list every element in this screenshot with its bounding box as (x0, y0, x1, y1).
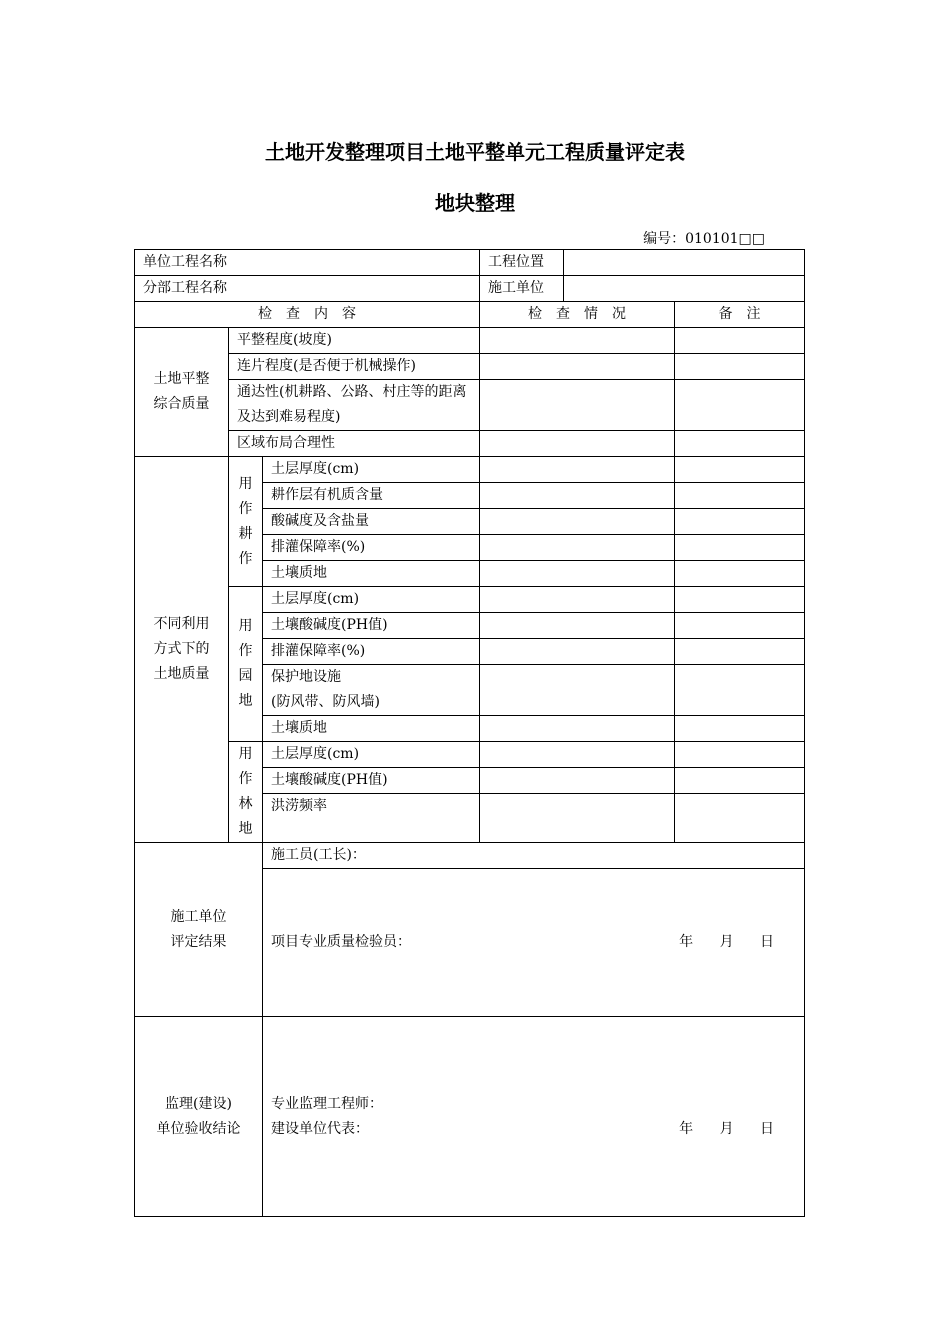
status-cell[interactable] (480, 587, 675, 613)
quality-evaluation-form (134, 249, 805, 1217)
document-number: 编号：010101□□ (643, 231, 765, 247)
construction-eval-label: 施工单位 评定结果 (135, 843, 263, 1017)
remark-cell[interactable] (675, 561, 805, 587)
year-label: 年 (679, 1120, 694, 1137)
construction-unit-label: 施工单位 (480, 276, 564, 302)
status-cell[interactable] (480, 742, 675, 768)
remark-cell[interactable] (675, 483, 805, 509)
remark-cell[interactable] (675, 380, 805, 431)
item-label: 土层厚度(cm) (263, 587, 480, 613)
item-label: 连片程度(是否便于机械操作) (229, 354, 480, 380)
remark-cell[interactable] (675, 457, 805, 483)
item-label: 区域布局合理性 (229, 431, 480, 457)
item-label: 土壤酸碱度(PH值) (263, 613, 480, 639)
item-label: 土壤质地 (263, 716, 480, 742)
status-cell[interactable] (480, 561, 675, 587)
month-label: 月 (719, 1120, 734, 1137)
remark-cell[interactable] (675, 509, 805, 535)
unit-project-label: 单位工程名称 (135, 250, 480, 276)
item-label: 酸碱度及含盐量 (263, 509, 480, 535)
item-label: 耕作层有机质含量 (263, 483, 480, 509)
status-cell[interactable] (480, 768, 675, 794)
project-location-label: 工程位置 (480, 250, 564, 276)
garden-label: 用 作 园 地 (229, 587, 263, 742)
status-cell[interactable] (480, 509, 675, 535)
supervision-date (657, 1117, 796, 1142)
remark-cell[interactable] (675, 354, 805, 380)
item-label: 土壤酸碱度(PH值) (263, 768, 480, 794)
remark-cell[interactable] (675, 639, 805, 665)
year-label: 年 (679, 934, 694, 950)
status-cell[interactable] (480, 639, 675, 665)
item-label: 排灌保障率(%) (263, 639, 480, 665)
remark-cell[interactable] (675, 768, 805, 794)
section1-label: 土地平整 综合质量 (135, 328, 229, 457)
item-label: 通达性(机耕路、公路、村庄等的距离及达到难易程度) (229, 380, 480, 431)
inspector-signature-cell[interactable] (263, 869, 805, 1017)
section2-label: 不同利用 方式下的 土地质量 (135, 457, 229, 843)
forest-label: 用 作 林 地 (229, 742, 263, 843)
status-cell[interactable] (480, 457, 675, 483)
status-cell[interactable] (480, 483, 675, 509)
status-cell[interactable] (480, 613, 675, 639)
remark-cell[interactable] (675, 587, 805, 613)
item-label: 土壤质地 (263, 561, 480, 587)
col-inspection-status: 检 查 情 况 (480, 302, 675, 328)
item-label: 排灌保障率(%) (263, 535, 480, 561)
remark-cell[interactable] (675, 328, 805, 354)
sub-project-label: 分部工程名称 (135, 276, 480, 302)
inspector-label: 项目专业质量检验员： (271, 934, 411, 950)
item-label: 土层厚度(cm) (263, 742, 480, 768)
month-label: 月 (719, 934, 734, 950)
farmland-label: 用 作 耕 作 (229, 457, 263, 587)
status-cell[interactable] (480, 665, 675, 716)
construction-date (657, 930, 796, 955)
item-label: 保护地设施 (防风带、防风墙) (263, 665, 480, 716)
remark-cell[interactable] (675, 794, 805, 843)
status-cell[interactable] (480, 794, 675, 843)
construction-unit-value[interactable] (564, 276, 805, 302)
col-inspection-content: 检 查 内 容 (135, 302, 480, 328)
item-label: 洪涝频率 (263, 794, 480, 843)
status-cell[interactable] (480, 716, 675, 742)
remark-cell[interactable] (675, 535, 805, 561)
project-location-value[interactable] (564, 250, 805, 276)
supervision-signature-cell[interactable] (263, 1017, 805, 1217)
status-cell[interactable] (480, 354, 675, 380)
page-subtitle: 地块整理 (435, 191, 515, 215)
page-title: 土地开发整理项目土地平整单元工程质量评定表 (265, 140, 685, 164)
item-label: 土层厚度(cm) (263, 457, 480, 483)
item-label: 平整程度(坡度) (229, 328, 480, 354)
day-label: 日 (760, 1120, 775, 1137)
engineer-label: 专业监理工程师： (271, 1095, 383, 1112)
status-cell[interactable] (480, 431, 675, 457)
col-remarks: 备 注 (675, 302, 805, 328)
worker-signature[interactable]: 施工员(工长)： (263, 843, 805, 869)
remark-cell[interactable] (675, 716, 805, 742)
remark-cell[interactable] (675, 431, 805, 457)
remark-cell[interactable] (675, 742, 805, 768)
status-cell[interactable] (480, 380, 675, 431)
supervision-label: 监理(建设) 单位验收结论 (135, 1017, 263, 1217)
day-label: 日 (760, 934, 775, 950)
remark-cell[interactable] (675, 613, 805, 639)
remark-cell[interactable] (675, 665, 805, 716)
representative-label: 建设单位代表： (271, 1120, 369, 1137)
status-cell[interactable] (480, 535, 675, 561)
status-cell[interactable] (480, 328, 675, 354)
